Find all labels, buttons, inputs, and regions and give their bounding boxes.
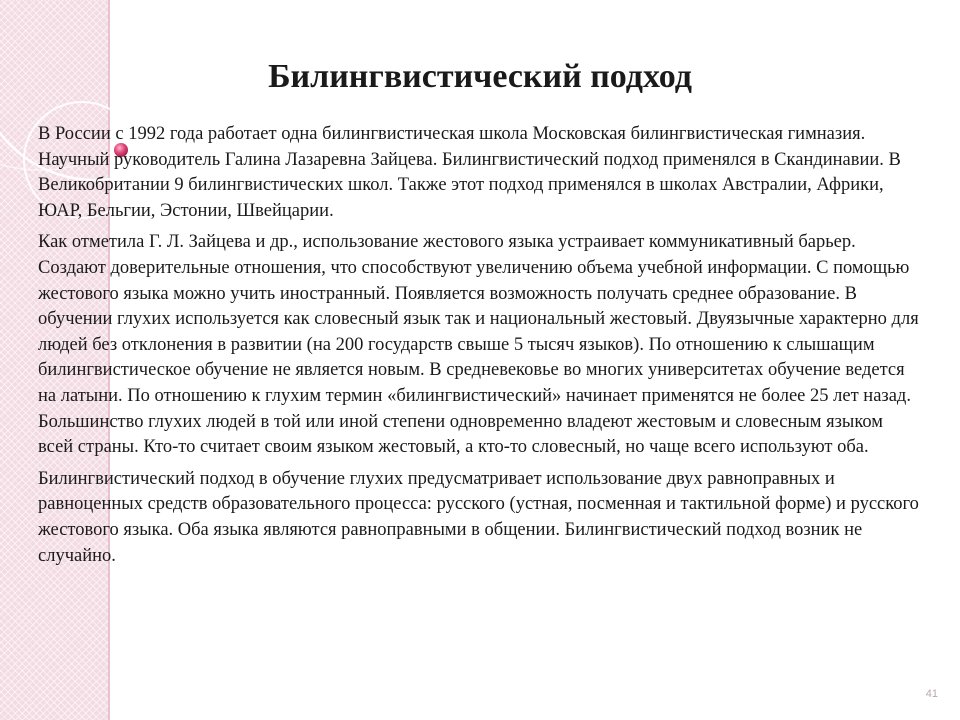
paragraph-2: Как отметила Г. Л. Зайцева и др., использование жестового языка устраивает коммуникативный барьер. Создают доверительные отношения, что способствуют увеличению объема учебной информации. С помощью жестового языка можно учить иностранный. Появляется возможность получать среднее образование. В обучении глухих используется как словесный язык так и национальный жестовый. Двуязычные характерно для людей без отклонения в развитии (на 200 государств свыше 5 тысяч языков). По отношению к слышащим билингвистическое обучение не является новым. В средневековье во многих университетах обучение ведется на латыни. По отношению к глухим термин «билингвистический» начинает применятся не более 25 лет назад. Большинство глухих людей в той или иной степени одновременно владеют жестовым и словесным языком всей страны. Кто-то считает своим языком жестовый, а кто-то словесный, но чаще всего используют оба. — [38, 232, 919, 458]
slide-title: Билингвистический подход — [268, 58, 692, 95]
paragraph-3: Билингвистический подход в обучение глухих предусматривает использование двух равноправных и равноценных средств образовательного процесса: русского (устная, посменная и тактильной форме) и русского жестового языка. Оба языка являются равноправными в общении. Билингвистический подход возник не случайно. — [38, 468, 919, 566]
page-number: 41 — [925, 688, 938, 700]
slide-body — [38, 122, 920, 575]
paragraph-1: В России с 1992 года работает одна билингвистическая школа Московская билингвистическая гимназия. Научный руководитель Галина Лазаревна Зайцева. Билингвистический подход применялся в Скандинавии. В Великобритании 9 билингвистических школ. Также этот подход применялся в школах Австралии, Африки, ЮАР, Бельгии, Эстонии, Швейцарии. — [38, 124, 901, 221]
